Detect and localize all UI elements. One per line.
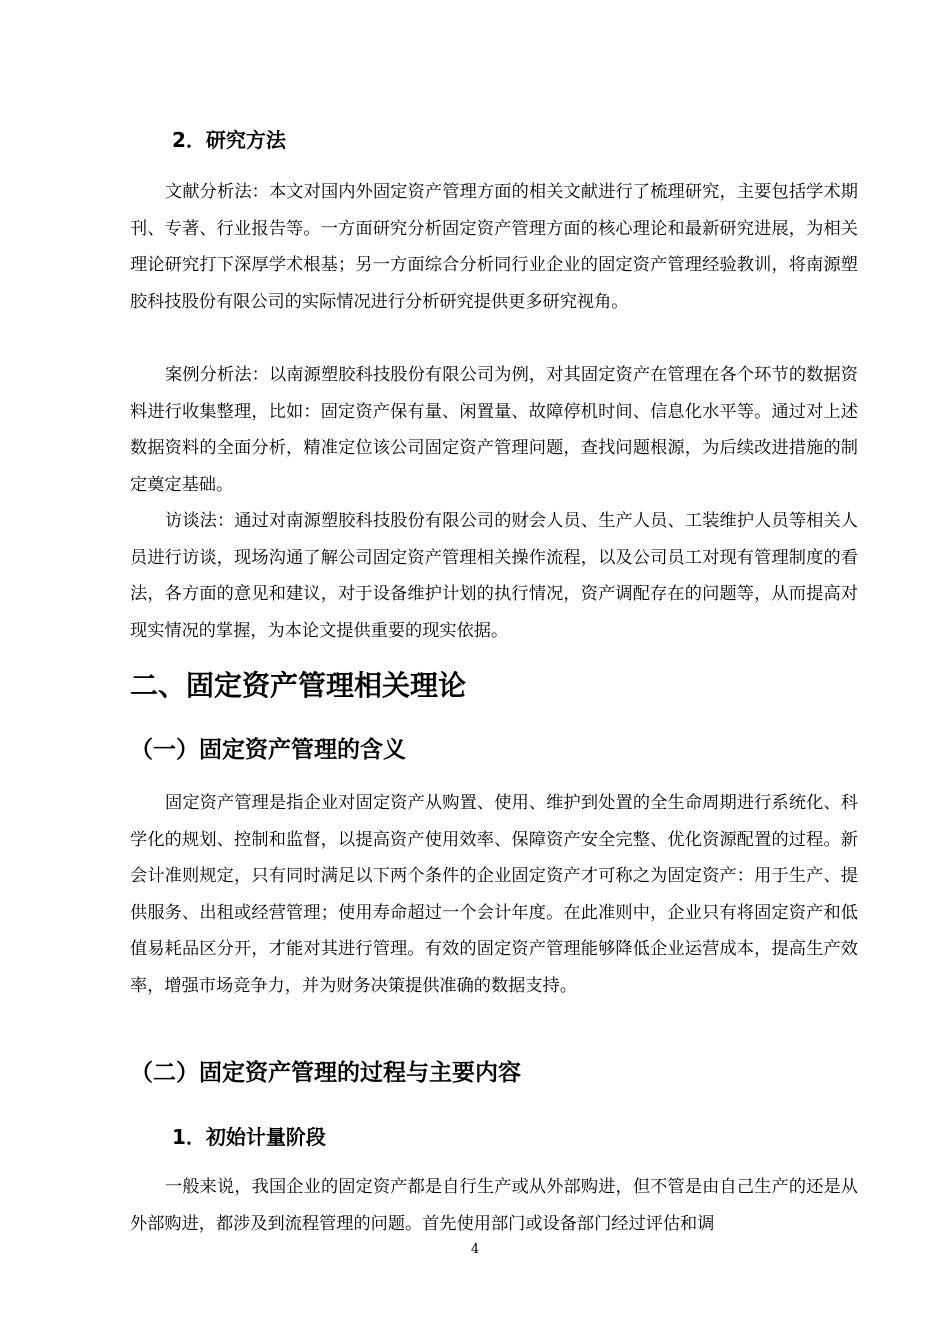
- page-number: 4: [470, 1242, 480, 1257]
- subsection-title-process: （二）固定资产管理的过程与主要内容: [130, 1060, 521, 1086]
- item-heading-initial-measurement: 1．初始计量阶段: [172, 1125, 326, 1149]
- paragraph-interview: 访谈法：通过对南源塑胶科技股份有限公司的财会人员、生产人员、工装维护人员等相关人员进行访谈，现场沟通了解公司固定资产管理相关操作流程，以及公司员工对现有管理制度的看法，各方面的意见和建议，对于设备维护计划的执行情况，资产调配存在的问题等，从而提高对现实情况的掌握，为本论文提供重要的现实依据。: [130, 511, 858, 641]
- paragraph-case-analysis: 案例分析法：以南源塑胶科技股份有限公司为例，对其固定资产在管理在各个环节的数据资料进行收集整理，比如：固定资产保有量、闲置量、故障停机时间、信息化水平等。通过对上述数据资料的全面分析，精准定位该公司固定资产管理问题，查找问题根源，为后续改进措施的制定奠定基础。: [130, 365, 858, 495]
- subsection-title-definition: （一）固定资产管理的含义: [130, 737, 406, 763]
- paragraph-definition: 固定资产管理是指企业对固定资产从购置、使用、维护到处置的全生命周期进行系统化、科学化的规划、控制和监督，以提高资产使用效率、保障资产安全完整、优化资源配置的过程。新会计准则规定，只有同时满足以下两个条件的企业固定资产才可称之为固定资产：用于生产、提供服务、出租或经营管理；使用寿命超过一个会计年度。在此准则中，企业只有将固定资产和低值易耗品区分开，才能对其进行管理。有效的固定资产管理能够降低企业运营成本，提高生产效率，增强市场竞争力，并为财务决策提供准确的数据支持。: [130, 793, 858, 996]
- chapter-title: 二、固定资产管理相关理论: [130, 669, 467, 702]
- paragraph-literature-analysis: 文献分析法：本文对国内外固定资产管理方面的相关文献进行了梳理研究，主要包括学术期刊、专著、行业报告等。一方面研究分析固定资产管理方面的核心理论和最新研究进展，为相关理论研究打下深厚学术根基；另一方面综合分析同行业企业的固定资产管理经验教训，将南源塑胶科技股份有限公司的实际情况进行分析研究提供更多研究视角。: [130, 182, 858, 312]
- section-heading-research-method: 2．研究方法: [172, 128, 286, 152]
- paragraph-initial-measurement: 一般来说，我国企业的固定资产都是自行生产或从外部购进，但不管是由自己生产的还是从外部购进，都涉及到流程管理的问题。首先使用部门或设备部门经过评估和调: [130, 1177, 858, 1234]
